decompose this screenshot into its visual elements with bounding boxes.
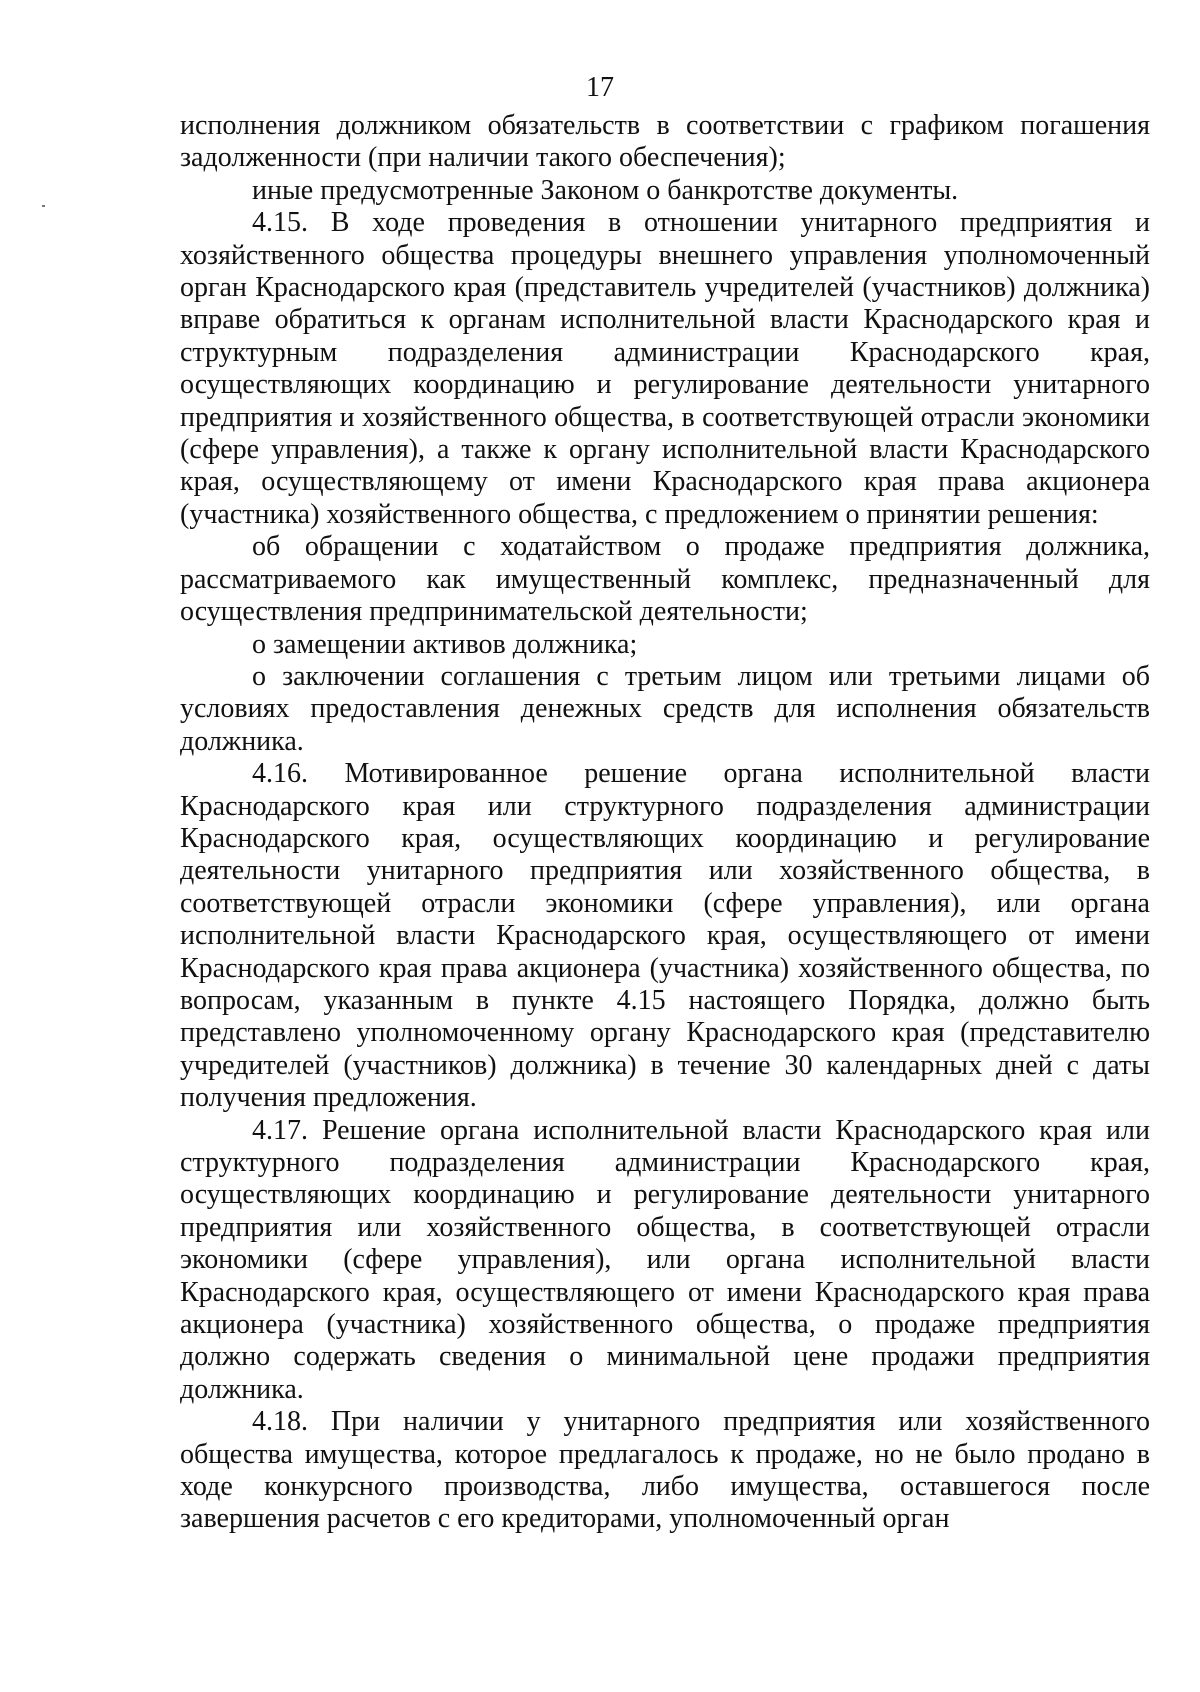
document-body (180, 110, 1150, 1536)
paragraph-continuation: исполнения должником обязательств в соответствии с графиком погашения задолженности (при наличии такого обеспечения); (180, 110, 1150, 174)
page-number: 17 (586, 72, 614, 103)
paragraph-4-15: 4.15. В ходе проведения в отношении унитарного предприятия и хозяйственного общества процедуры внешнего управления уполномоченный орган Краснодарского края (представитель учредителей (участников) должника) вправе обратиться к органам исполнительной власти Краснодарского края и структурным подразделения администрации Краснодарского края, осуществляющих координацию и регулирование деятельности унитарного предприятия и хозяйственного общества, в соответствующей отрасли экономики (сфере управления), а также к органу исполнительной власти Краснодарского края, осуществляющему от имени Краснодарского края права акционера (участника) хозяйственного общества, с предложением о принятии решения: (180, 207, 1150, 530)
paragraph-asset-replacement: о замещении активов должника; (252, 628, 638, 660)
paragraph-4-16: 4.16. Мотивированное решение органа исполнительной власти Краснодарского края или структурного подразделения администрации Краснодарского края, осуществляющих координацию и регулирование деятельности унитарного предприятия или хозяйственного общества, в соответствующей отрасли экономики (сфере управления), или органа исполнительной власти Краснодарского края, осуществляющего от имени Краснодарского края права акционера (участника) хозяйственного общества, по вопросам, указанным в пункте 4.15 настоящего Порядка, должно быть представлено уполномоченному органу Краснодарского края (представителю учредителей (участников) должника) в течение 30 календарных дней с даты получения предложения. (180, 758, 1150, 1114)
paragraph-4-17: 4.17. Решение органа исполнительной власти Краснодарского края или структурного подразделения администрации Краснодарского края, осуществляющих координацию и регулирование деятельности унитарного предприятия или хозяйственного общества, в соответствующей отрасли экономики (сфере управления), или органа исполнительной власти Краснодарского края, осуществляющего от имени Краснодарского края права акционера (участника) хозяйственного общества, о продаже предприятия должно содержать сведения о минимальной цене продажи предприятия должника. (180, 1114, 1150, 1405)
paragraph-4-18: 4.18. При наличии у унитарного предприятия или хозяйственного общества имущества, которое предлагалось к продаже, но не было продано в ходе конкурсного производства, либо имущества, оставшегося после завершения расчетов с его кредиторами, уполномоченный орган (180, 1406, 1150, 1535)
paragraph-third-party-agreement: о заключении соглашения с третьим лицом или третьими лицами об условиях предоставления денежных средств для исполнения обязательств должника. (180, 660, 1150, 757)
paragraph-petition-sale: об обращении с ходатайством о продаже предприятия должника, рассматриваемого как имущественный комплекс, предназначенный для осуществления предпринимательской деятельности; (180, 531, 1150, 628)
scan-speck (42, 205, 45, 207)
paragraph-other-documents: иные предусмотренные Законом о банкротстве документы. (252, 174, 959, 206)
